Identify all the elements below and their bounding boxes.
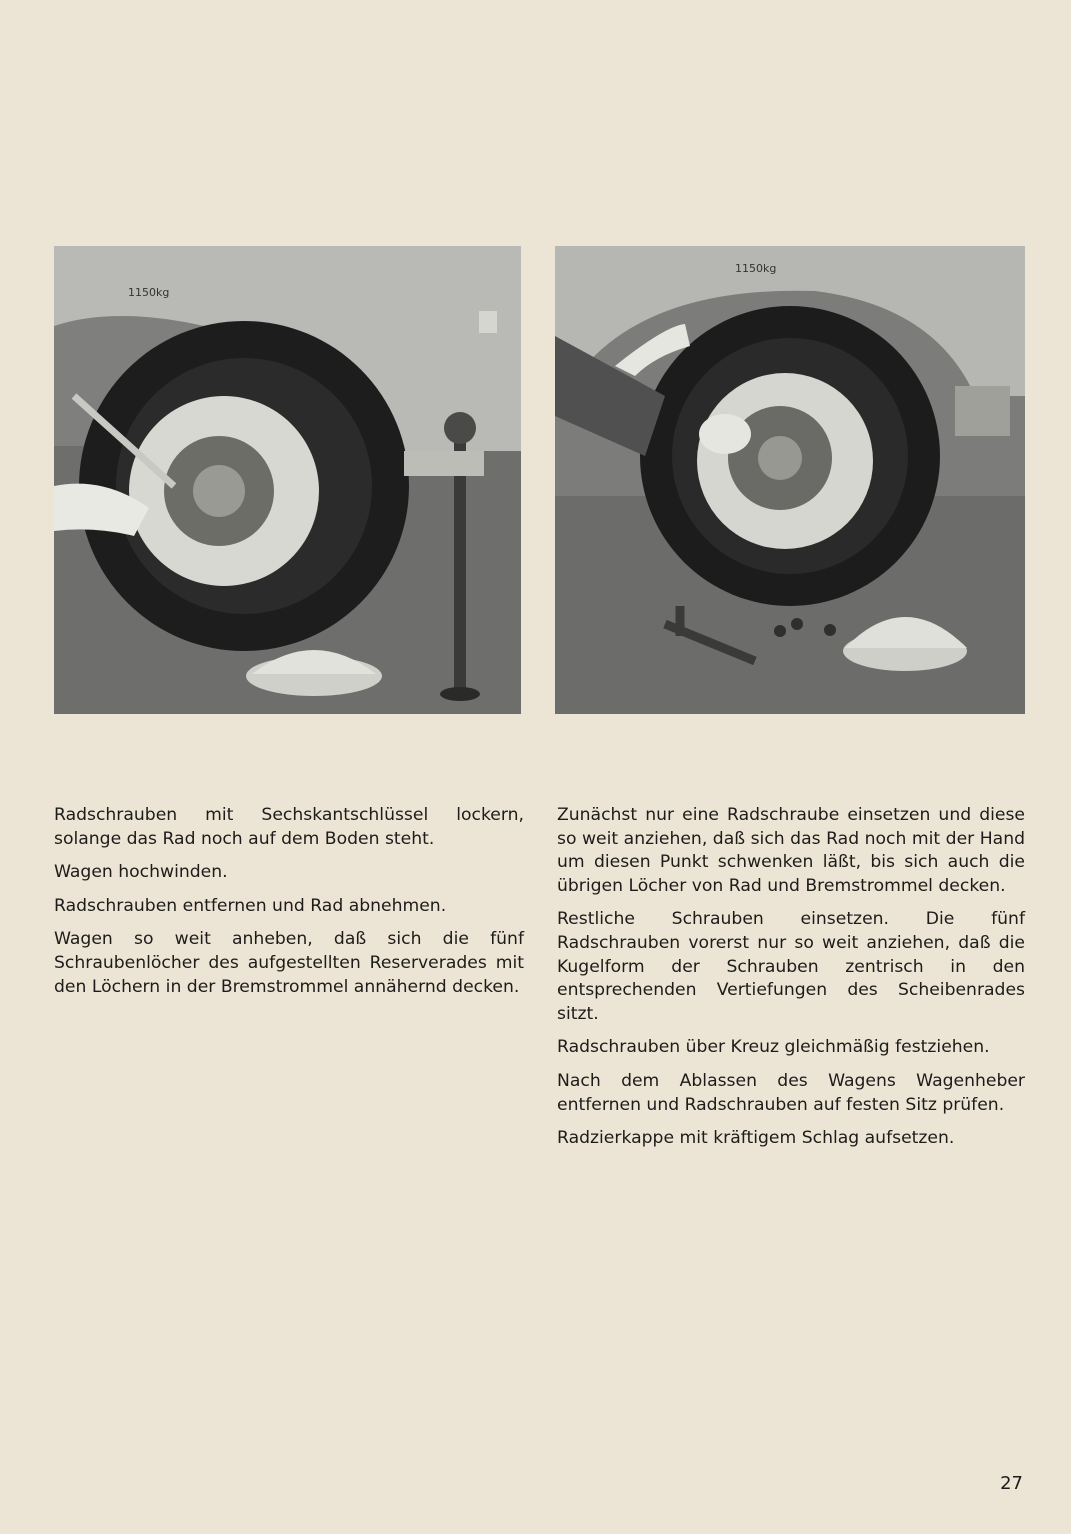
paragraph-loosen-bolts: Radschrauben mit Sechskantschlüssel lockern, solange das Rad noch auf dem Boden steht. — [54, 805, 524, 849]
paragraph-first-bolt: Zunächst nur eine Radschraube einsetzen und diese so weit anziehen, daß sich das Rad noch mit der Hand um diesen Punkt schwenken läßt, bis sich auch die übrigen Löcher von Rad und Bremstrommel decken. — [557, 805, 1025, 896]
right-text-column — [557, 804, 1025, 1161]
paragraph-raise-align: Wagen so weit anheben, daß sich die fünf Schraubenlöcher des aufgestellten Reserverades mit den Löchern in der Bremstrommel annähernd decken. — [54, 929, 524, 997]
photo-wheel-right-illustration — [555, 246, 1025, 714]
paragraph-remaining-bolts: Restliche Schrauben einsetzen. Die fünf Radschrauben vorerst nur so weit anziehen, daß die Kugelform der Schrauben zentrisch in den entsprechenden Vertiefungen des Scheibenrades sitzt. — [557, 909, 1025, 1024]
paragraph-hubcap: Radzierkappe mit kräftigem Schlag aufsetzen. — [557, 1128, 955, 1149]
photo-wheel-left-illustration — [54, 246, 521, 714]
paragraph-remove-wheel: Radschrauben entfernen und Rad abnehmen. — [54, 895, 447, 916]
left-text-column — [54, 804, 524, 1009]
paragraph-lower-check: Nach dem Ablassen des Wagens Wagenheber entfernen und Radschrauben auf festen Sitz prüfen. — [557, 1070, 1025, 1115]
load-plate-text: 1150kg — [735, 262, 777, 275]
paragraph-tighten-crosswise: Radschrauben über Kreuz gleichmäßig festziehen. — [557, 1037, 990, 1058]
load-plate-text: 1150kg — [128, 286, 170, 299]
photo-loosening-wheel-bolts — [54, 246, 521, 714]
page-number: 27 — [1000, 1473, 1023, 1494]
photo-mounting-spare-wheel — [555, 246, 1025, 714]
paragraph-jack-up: Wagen hochwinden. — [54, 862, 228, 883]
